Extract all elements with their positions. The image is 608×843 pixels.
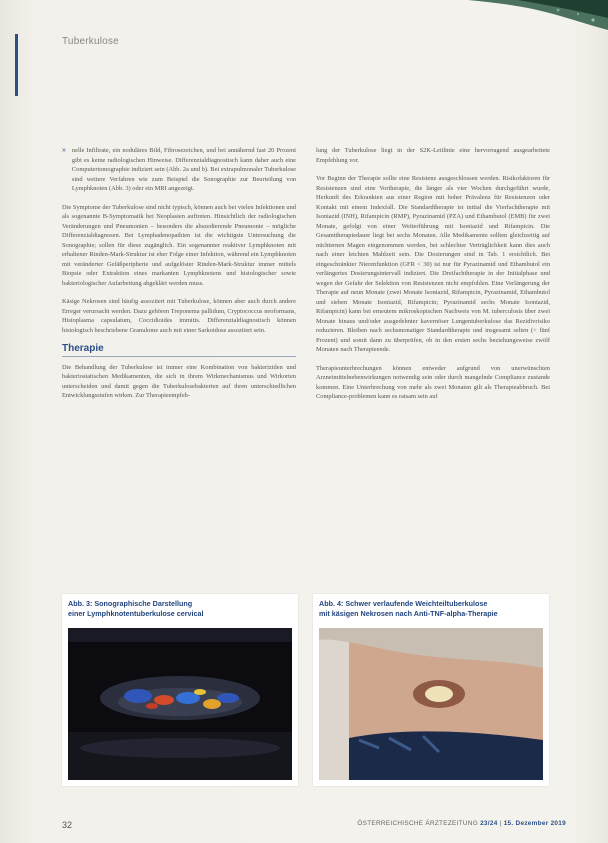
- figure-caption: [62, 594, 298, 621]
- paragraph: Vor Beginn der Therapie sollte eine Resistenz ausgeschlossen werden. Risikofaktoren für Resistenzen sind eine Vortherapie, die länger als vier Wochen durchgeführt wurde, Herkunft des Erkrankten aus einer Region mit hoher Prävalenz für Resistenzen oder Kontakt mit einem Indexfall. Die Standardtherapie ist initial die Vierfachtherapie mit Isoniazid (INH), Rifampicin (RMP), Pyrazinamid (PZA) und Ethambutol (EMB) für zwei Monate, gefolgt von einer Weiterführung mit Isoniazid und Rifampicin. Die Gesamttherapiedauer liegt bei sechs Monaten. Alle Medikamente sollten gleichzeitig auf nüchternen Magen eingenommen werden, bei schlechter Verträglichkeit kann dies auch nach einer leichten Mahlzeit sein. Die Dosierungen sind in Tab. 1 ersichtlich. Bei eingeschränkter Nierenfunktion (GFR < 30) ist nur für Pyrazinamid und Ethambutol ein verlängertes Dosierungsintervall indiziert. Die Dreifachtherapie in der Initialphase und wegen der Gefahr der Selektion von Resistenzen nicht empfohlen. Eine Verlängerung der Therapie auf neun Monate (zwei Monate Isoniazid, Rifampicin, Pyrazinamid, Ethambutol und sieben Monate Isoniazid, Rifampicin; Pyrazinamid sechs Monate Isoniazid, Rifampicin) kann bei erneutem mikroskopischen Nachweis von M. tuberculosis über zwei Monate hinaus und/oder ausgedehnter kavernöser Lungentuberkulose das Rezidivrisiko reduzieren. Bleiben nach sechsmonatiger Standardtherapie und insgesamt selten (< fünf Prozent) und somit dann zu überprüfen, ob in den ersten sechs beziehungsweise zwölf Monaten nach Therapieende.: [316, 175, 550, 353]
- caption-line: einer Lymphknotentuberkulose cervical: [68, 609, 204, 618]
- paragraph: nelle Infiltrate, ein noduläres Bild, Fibrosezeichen, und bei annähernd fast 20 Prozent gibt es keine radiologischen Hinweise. Differenzialdiagnostisch kann daher auch eine Computertomographie indiziert sein (Abb. 2a und b). Bei extrapulmonaler Tuberkulose sind weitere Verfahren wie zum Beispiel die Sonographie zur Beurteilung von Lymphknoten (Abb. 3) oder ein MRI angezeigt.: [71, 147, 296, 192]
- text-column-left: [62, 146, 296, 410]
- paragraph: Die Behandlung der Tuberkulose ist immer eine Kombination von bakteriziden und bakteriostatischen Medikamenten, die sich in ihrem Wirkmechanismus und Wirkorten unterscheiden und damit gegen die Tuberkulosebakterien auf ihren unterschiedlichen Entwicklungsstufen wirken. Zur Therapieempfeh-: [62, 363, 296, 399]
- figure-clinical-photo: [313, 594, 549, 786]
- clinical-photo-icon: [319, 628, 543, 780]
- ultrasound-image-icon: [68, 628, 292, 780]
- page-number: 32: [62, 820, 73, 830]
- text-column-right: [316, 146, 550, 411]
- issue-number: 23/24: [480, 820, 498, 827]
- bullet-paragraph: [62, 146, 296, 203]
- journal-name: ÖSTERREICHISCHE ÄRZTEZEITUNG: [357, 820, 478, 827]
- figure-ultrasound: [62, 594, 298, 786]
- caption-line: Abb. 4: Schwer verlaufende Weichteiltuberkulose: [319, 599, 488, 608]
- section-heading: Therapie: [62, 344, 296, 357]
- issue-date: 15. Dezember 2019: [503, 820, 566, 827]
- section-label: Tuberkulose: [62, 36, 119, 47]
- bullet-marker-icon: »: [62, 147, 66, 154]
- figure-caption: [313, 594, 549, 621]
- footer-publication: [357, 820, 566, 827]
- paragraph: Käsige Nekrosen sind häufig assoziiert mit Tuberkulose, können aber auch durch andere Erreger verursacht werden. Dazu gehören Treponema pallidum, Cryptococcus neoformans, Histoplasma capsulatum, Coccidioides immitis. Differenzialdiagnostisch können histologisch beschriebene Granulome auch mit einer Sarkoidose assoziiert sein.: [62, 298, 296, 334]
- caption-line: mit käsigen Nekrosen nach Anti-TNF-alpha-Therapie: [319, 609, 498, 618]
- separator: |: [499, 820, 502, 827]
- paragraph: Therapieunterbrechungen können entweder aufgrund von unerwünschten Arzneimittelnebenwirkungen notwendig sein oder durch mangelnde Compliance zustande kommen. Eine Unterbrechung von mehr als zwei Monaten gilt als Therapieabbruch. Bei Compliance-problemen kann es ratsam sein auf: [316, 364, 550, 400]
- paragraph: Die Symptome der Tuberkulose sind nicht typisch, können auch bei vielen Infektionen und als sogenannte B-Symptomatik bei Neoplasien auftreten. Hinsichtlich der radiologischen Veränderungen und Pneumonien – besonders die abszedierende Pneumonie – mögliche Differenzialdiagnosen. Bei Lymphadenopathien ist die wichtigste Untersuchung die Sonographie; sollen für diese zugänglich. Ein sogenannter reaktiver Lymphknoten mit erhaltener Rinden-Mark-Struktur ist eher Folge einer Infektion, während ein Lymphknoten mit veränderter Gefäßperipherie und aufgelöster Rinden-Mark-Struktur immer mittels Biopsie oder Extraktion eines markanten Lymphknotens und histologischer sowie bakteriologischer Aufarbeitung abgeklärt werden muss.: [62, 203, 296, 287]
- caption-line: Abb. 3: Sonographische Darstellung: [68, 599, 193, 608]
- paragraph: lung der Tuberkulose liegt in der S2K-Leitlinie eine hervorragend ausgearbeitete Empfehlung vor.: [316, 147, 550, 164]
- margin-accent-bar: [15, 34, 18, 96]
- corner-decoration: [408, 0, 608, 60]
